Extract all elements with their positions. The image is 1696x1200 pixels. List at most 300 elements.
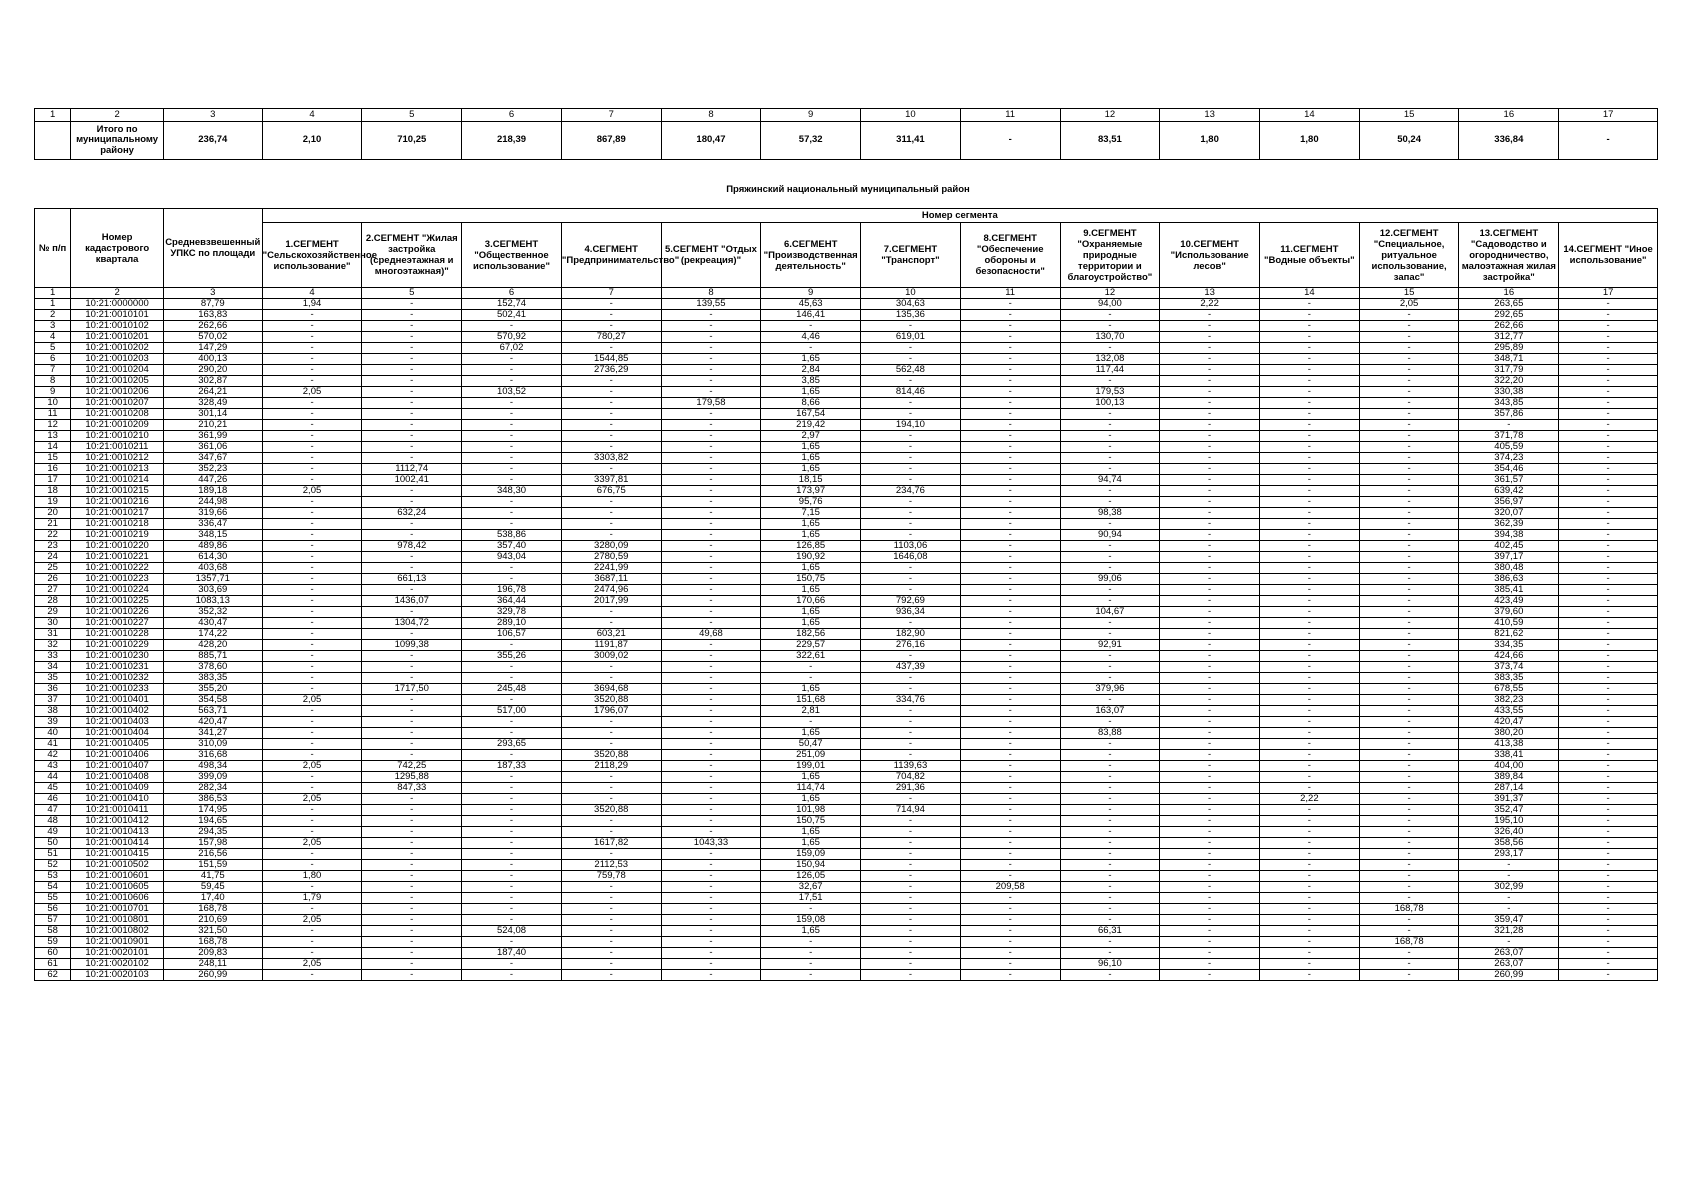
value-cell: 301,14 <box>163 409 262 420</box>
value-cell: - <box>1160 343 1260 354</box>
value-cell: - <box>561 519 661 530</box>
value-cell: - <box>1260 948 1360 959</box>
table-row <box>35 321 1658 332</box>
value-cell: - <box>462 508 562 519</box>
value-cell: - <box>561 607 661 618</box>
value-cell: - <box>262 673 362 684</box>
row-number-cell: 5 <box>35 343 71 354</box>
value-cell: - <box>661 420 761 431</box>
value-cell: - <box>960 321 1060 332</box>
value-cell: - <box>1559 717 1658 728</box>
value-cell: - <box>1459 893 1559 904</box>
value-cell: 147,29 <box>163 343 262 354</box>
value-cell: - <box>1359 750 1459 761</box>
value-cell: - <box>1260 541 1360 552</box>
value-cell: - <box>362 948 462 959</box>
value-cell: 357,40 <box>462 541 562 552</box>
value-cell: - <box>1559 915 1658 926</box>
value-cell: - <box>1160 706 1260 717</box>
value-cell: - <box>462 838 562 849</box>
value-cell: 150,94 <box>761 860 861 871</box>
value-cell: - <box>1260 651 1360 662</box>
value-cell: - <box>861 717 961 728</box>
value-cell: 189,18 <box>163 486 262 497</box>
value-cell: - <box>1060 541 1160 552</box>
value-cell: - <box>960 959 1060 970</box>
value-cell: 321,50 <box>163 926 262 937</box>
value-cell: - <box>1359 805 1459 816</box>
table-body <box>35 299 1658 981</box>
value-cell: - <box>462 805 562 816</box>
value-cell: - <box>661 486 761 497</box>
value-cell: - <box>661 376 761 387</box>
value-cell: - <box>1060 882 1160 893</box>
cadastral-number-cell: 10:21:0010601 <box>71 871 164 882</box>
column-number: 9 <box>761 109 861 122</box>
value-cell: 2,05 <box>262 387 362 398</box>
value-cell: 3520,88 <box>561 750 661 761</box>
value-cell: 352,32 <box>163 607 262 618</box>
value-cell: - <box>462 673 562 684</box>
value-cell: - <box>1060 904 1160 915</box>
value-cell: - <box>362 893 462 904</box>
value-cell: 3520,88 <box>561 695 661 706</box>
value-cell: 338,41 <box>1459 750 1559 761</box>
value-cell: - <box>561 893 661 904</box>
value-cell: - <box>462 398 562 409</box>
value-cell: - <box>362 904 462 915</box>
value-cell: - <box>462 882 562 893</box>
value-cell: 714,94 <box>861 805 961 816</box>
value-cell: 168,78 <box>1359 904 1459 915</box>
table-row <box>35 970 1658 981</box>
value-cell: 603,21 <box>561 629 661 640</box>
value-cell: - <box>1160 904 1260 915</box>
value-cell: - <box>1559 420 1658 431</box>
value-cell: - <box>1060 695 1160 706</box>
value-cell: 290,20 <box>163 365 262 376</box>
value-cell: - <box>1359 409 1459 420</box>
summary-table <box>34 108 1658 160</box>
value-cell: 814,46 <box>861 387 961 398</box>
row-number-cell: 40 <box>35 728 71 739</box>
value-cell: - <box>1260 761 1360 772</box>
cadastral-number-cell: 10:21:0010402 <box>71 706 164 717</box>
value-cell: - <box>1559 849 1658 860</box>
row-number-cell: 29 <box>35 607 71 618</box>
value-cell: - <box>1559 629 1658 640</box>
value-cell: 210,69 <box>163 915 262 926</box>
value-cell: - <box>861 882 961 893</box>
value-cell: - <box>1559 640 1658 651</box>
value-cell: - <box>462 431 562 442</box>
value-cell: 380,20 <box>1459 728 1559 739</box>
value-cell: 389,84 <box>1459 772 1559 783</box>
table-row <box>35 827 1658 838</box>
value-cell: - <box>262 706 362 717</box>
row-number-cell: 25 <box>35 563 71 574</box>
value-cell: - <box>1359 860 1459 871</box>
value-cell: 1,65 <box>761 387 861 398</box>
row-number-cell: 55 <box>35 893 71 904</box>
column-number: 11 <box>960 288 1060 299</box>
table-row <box>35 387 1658 398</box>
cadastral-number-cell: 10:21:0010223 <box>71 574 164 585</box>
value-cell: - <box>1359 893 1459 904</box>
table-row <box>35 541 1658 552</box>
value-cell: - <box>661 904 761 915</box>
value-cell: - <box>561 673 661 684</box>
value-cell: - <box>1260 552 1360 563</box>
cadastral-number-cell: 10:21:0010226 <box>71 607 164 618</box>
value-cell: - <box>1160 475 1260 486</box>
value-cell: - <box>1260 508 1360 519</box>
value-cell: - <box>262 618 362 629</box>
value-cell: - <box>462 915 562 926</box>
value-cell: 2,05 <box>262 695 362 706</box>
value-cell: - <box>1260 332 1360 343</box>
value-cell: 3009,02 <box>561 651 661 662</box>
value-cell: 358,56 <box>1459 838 1559 849</box>
value-cell: - <box>262 739 362 750</box>
value-cell: 1796,07 <box>561 706 661 717</box>
total-cell: 180,47 <box>661 122 761 160</box>
value-cell: - <box>1359 827 1459 838</box>
value-cell: - <box>1060 409 1160 420</box>
row-number-cell: 52 <box>35 860 71 871</box>
value-cell: - <box>1160 640 1260 651</box>
value-cell: 187,40 <box>462 948 562 959</box>
value-cell: - <box>861 442 961 453</box>
value-cell: - <box>1160 695 1260 706</box>
value-cell: - <box>561 937 661 948</box>
cadastral-number-cell: 10:21:0020102 <box>71 959 164 970</box>
value-cell: - <box>661 739 761 750</box>
value-cell: 517,00 <box>462 706 562 717</box>
value-cell: 361,57 <box>1459 475 1559 486</box>
value-cell: - <box>1559 948 1658 959</box>
value-cell: 403,68 <box>163 563 262 574</box>
value-cell: 99,06 <box>1060 574 1160 585</box>
value-cell: - <box>761 904 861 915</box>
value-cell: - <box>462 849 562 860</box>
value-cell: - <box>661 321 761 332</box>
table-row <box>35 442 1658 453</box>
value-cell: - <box>960 464 1060 475</box>
value-cell: - <box>262 530 362 541</box>
value-cell: 357,86 <box>1459 409 1559 420</box>
total-cell: 311,41 <box>861 122 961 160</box>
value-cell: - <box>1359 475 1459 486</box>
value-cell: - <box>861 530 961 541</box>
value-cell: - <box>561 926 661 937</box>
value-cell: - <box>661 816 761 827</box>
value-cell: - <box>1260 783 1360 794</box>
column-number: 5 <box>362 109 462 122</box>
column-number: 11 <box>960 109 1060 122</box>
value-cell: - <box>661 640 761 651</box>
value-cell: - <box>462 662 562 673</box>
value-cell: 179,58 <box>661 398 761 409</box>
cadastral-number-cell: 10:21:0010406 <box>71 750 164 761</box>
value-cell: 1,65 <box>761 926 861 937</box>
value-cell: - <box>960 893 1060 904</box>
value-cell: 302,87 <box>163 376 262 387</box>
value-cell: - <box>1060 970 1160 981</box>
value-cell: - <box>1260 299 1360 310</box>
value-cell: - <box>362 585 462 596</box>
value-cell: - <box>861 838 961 849</box>
value-cell: - <box>561 618 661 629</box>
value-cell: - <box>1359 530 1459 541</box>
value-cell: - <box>1160 442 1260 453</box>
row-number-cell: 32 <box>35 640 71 651</box>
value-cell: - <box>462 728 562 739</box>
value-cell: - <box>462 893 562 904</box>
value-cell: - <box>1559 959 1658 970</box>
value-cell: - <box>1060 343 1160 354</box>
value-cell: 302,99 <box>1459 882 1559 893</box>
value-cell: - <box>561 662 661 673</box>
value-cell: - <box>1160 893 1260 904</box>
row-number-cell: 37 <box>35 695 71 706</box>
value-cell: - <box>1559 508 1658 519</box>
value-cell: 354,46 <box>1459 464 1559 475</box>
value-cell: - <box>1359 310 1459 321</box>
cadastral-number-cell: 10:21:0010209 <box>71 420 164 431</box>
value-cell: 2474,96 <box>561 585 661 596</box>
row-number-cell: 8 <box>35 376 71 387</box>
value-cell: 260,99 <box>1459 970 1559 981</box>
value-cell: - <box>262 453 362 464</box>
value-cell: - <box>1060 849 1160 860</box>
value-cell: - <box>1260 618 1360 629</box>
value-cell: - <box>960 486 1060 497</box>
column-number: 3 <box>163 288 262 299</box>
value-cell: - <box>1260 838 1360 849</box>
value-cell: 8,66 <box>761 398 861 409</box>
value-cell: 1,65 <box>761 585 861 596</box>
value-cell: 209,83 <box>163 948 262 959</box>
column-number: 8 <box>661 288 761 299</box>
value-cell: 276,16 <box>861 640 961 651</box>
value-cell: - <box>362 310 462 321</box>
value-cell: 1357,71 <box>163 574 262 585</box>
value-cell: - <box>561 849 661 860</box>
value-cell: - <box>1260 871 1360 882</box>
value-cell: 2118,29 <box>561 761 661 772</box>
value-cell: - <box>1359 783 1459 794</box>
value-cell: - <box>960 871 1060 882</box>
table-row <box>35 761 1658 772</box>
value-cell: - <box>1260 574 1360 585</box>
value-cell: - <box>1160 574 1260 585</box>
value-cell: 132,08 <box>1060 354 1160 365</box>
value-cell: - <box>1060 871 1160 882</box>
table-row <box>35 596 1658 607</box>
value-cell: - <box>1060 772 1160 783</box>
value-cell: - <box>1559 376 1658 387</box>
value-cell: 1099,38 <box>362 640 462 651</box>
value-cell: 2,97 <box>761 431 861 442</box>
column-number: 17 <box>1559 109 1658 122</box>
value-cell: - <box>960 376 1060 387</box>
value-cell: - <box>1559 453 1658 464</box>
cadastral-number-cell: 10:21:0010217 <box>71 508 164 519</box>
value-cell: 821,62 <box>1459 629 1559 640</box>
value-cell: - <box>661 772 761 783</box>
value-cell: 114,74 <box>761 783 861 794</box>
value-cell: 2780,59 <box>561 552 661 563</box>
value-cell: 167,54 <box>761 409 861 420</box>
value-cell: - <box>1359 618 1459 629</box>
value-cell: 978,42 <box>362 541 462 552</box>
value-cell: - <box>661 915 761 926</box>
value-cell: - <box>462 772 562 783</box>
value-cell: - <box>661 453 761 464</box>
value-cell: - <box>262 541 362 552</box>
value-cell: - <box>462 640 562 651</box>
value-cell: - <box>1559 530 1658 541</box>
value-cell: - <box>960 398 1060 409</box>
value-cell: 1,65 <box>761 464 861 475</box>
row-number-cell: 16 <box>35 464 71 475</box>
value-cell: - <box>1160 794 1260 805</box>
summary-column-numbers-row <box>35 109 1658 122</box>
value-cell: - <box>861 508 961 519</box>
value-cell: - <box>262 497 362 508</box>
value-cell: - <box>960 706 1060 717</box>
row-number-cell: 57 <box>35 915 71 926</box>
column-number: 8 <box>661 109 761 122</box>
value-cell: - <box>1260 728 1360 739</box>
cadastral-number-cell: 10:21:0020101 <box>71 948 164 959</box>
cadastral-number-cell: 10:21:0010409 <box>71 783 164 794</box>
value-cell: - <box>1459 871 1559 882</box>
value-cell: - <box>362 365 462 376</box>
value-cell: 287,14 <box>1459 783 1559 794</box>
value-cell: - <box>661 442 761 453</box>
header-segment: 1.СЕГМЕНТ "Сельскохозяйственное использование" <box>262 223 362 288</box>
header-segment: 14.СЕГМЕНТ "Иное использование" <box>1559 223 1658 288</box>
value-cell: - <box>661 497 761 508</box>
value-cell: 3694,68 <box>561 684 661 695</box>
value-cell: - <box>960 541 1060 552</box>
value-cell: 394,38 <box>1459 530 1559 541</box>
value-cell: - <box>661 706 761 717</box>
column-number: 15 <box>1359 288 1459 299</box>
value-cell: 563,71 <box>163 706 262 717</box>
row-number-cell: 43 <box>35 761 71 772</box>
header-row-number: № п/п <box>35 209 71 288</box>
cadastral-number-cell: 10:21:0010233 <box>71 684 164 695</box>
value-cell: - <box>1260 530 1360 541</box>
value-cell: - <box>1260 695 1360 706</box>
row-number-cell: 13 <box>35 431 71 442</box>
value-cell: 1,65 <box>761 827 861 838</box>
row-number-cell: 46 <box>35 794 71 805</box>
value-cell: - <box>262 475 362 486</box>
value-cell: 170,66 <box>761 596 861 607</box>
value-cell: 328,49 <box>163 398 262 409</box>
value-cell: 383,35 <box>163 673 262 684</box>
row-number-cell: 56 <box>35 904 71 915</box>
value-cell: - <box>1359 728 1459 739</box>
value-cell: - <box>861 585 961 596</box>
value-cell: - <box>861 827 961 838</box>
row-number-cell: 18 <box>35 486 71 497</box>
value-cell: - <box>661 827 761 838</box>
cadastral-number-cell: 10:21:0010212 <box>71 453 164 464</box>
value-cell: - <box>262 662 362 673</box>
header-segment: 5.СЕГМЕНТ "Отдых (рекреация)" <box>661 223 761 288</box>
value-cell: - <box>1060 321 1160 332</box>
value-cell: - <box>362 442 462 453</box>
value-cell: - <box>1160 332 1260 343</box>
value-cell: - <box>661 805 761 816</box>
value-cell: - <box>1459 860 1559 871</box>
row-number-cell: 34 <box>35 662 71 673</box>
value-cell: - <box>661 970 761 981</box>
value-cell: 1717,50 <box>362 684 462 695</box>
header-row-segments <box>35 223 1658 288</box>
value-cell: - <box>661 607 761 618</box>
value-cell: - <box>462 695 562 706</box>
value-cell: - <box>362 431 462 442</box>
value-cell: - <box>561 948 661 959</box>
table-row <box>35 629 1658 640</box>
value-cell: - <box>362 739 462 750</box>
cadastral-number-cell: 10:21:0010404 <box>71 728 164 739</box>
value-cell: - <box>960 629 1060 640</box>
column-number: 1 <box>35 288 71 299</box>
value-cell: - <box>561 299 661 310</box>
value-cell: - <box>1160 871 1260 882</box>
value-cell: - <box>1160 376 1260 387</box>
row-number-cell: 31 <box>35 629 71 640</box>
value-cell: - <box>661 464 761 475</box>
value-cell: 1083,13 <box>163 596 262 607</box>
value-cell: - <box>262 354 362 365</box>
value-cell: - <box>462 904 562 915</box>
value-cell: - <box>362 816 462 827</box>
value-cell: - <box>1559 574 1658 585</box>
value-cell: - <box>1160 838 1260 849</box>
value-cell: - <box>362 607 462 618</box>
cadastral-number-cell: 10:21:0010403 <box>71 717 164 728</box>
value-cell: - <box>960 926 1060 937</box>
value-cell: 1436,07 <box>362 596 462 607</box>
header-segment: 3.СЕГМЕНТ "Общественное использование" <box>462 223 562 288</box>
value-cell: - <box>1160 365 1260 376</box>
row-number-cell: 50 <box>35 838 71 849</box>
value-cell: - <box>462 937 562 948</box>
table-row <box>35 959 1658 970</box>
value-cell: 502,41 <box>462 310 562 321</box>
value-cell: 361,99 <box>163 431 262 442</box>
value-cell: - <box>1559 882 1658 893</box>
value-cell: 1,79 <box>262 893 362 904</box>
table-row <box>35 838 1658 849</box>
value-cell: - <box>1160 508 1260 519</box>
value-cell: 310,09 <box>163 739 262 750</box>
row-number-cell: 35 <box>35 673 71 684</box>
value-cell: 362,39 <box>1459 519 1559 530</box>
value-cell: - <box>861 948 961 959</box>
value-cell: - <box>1559 893 1658 904</box>
value-cell: - <box>1559 739 1658 750</box>
value-cell: - <box>1359 882 1459 893</box>
